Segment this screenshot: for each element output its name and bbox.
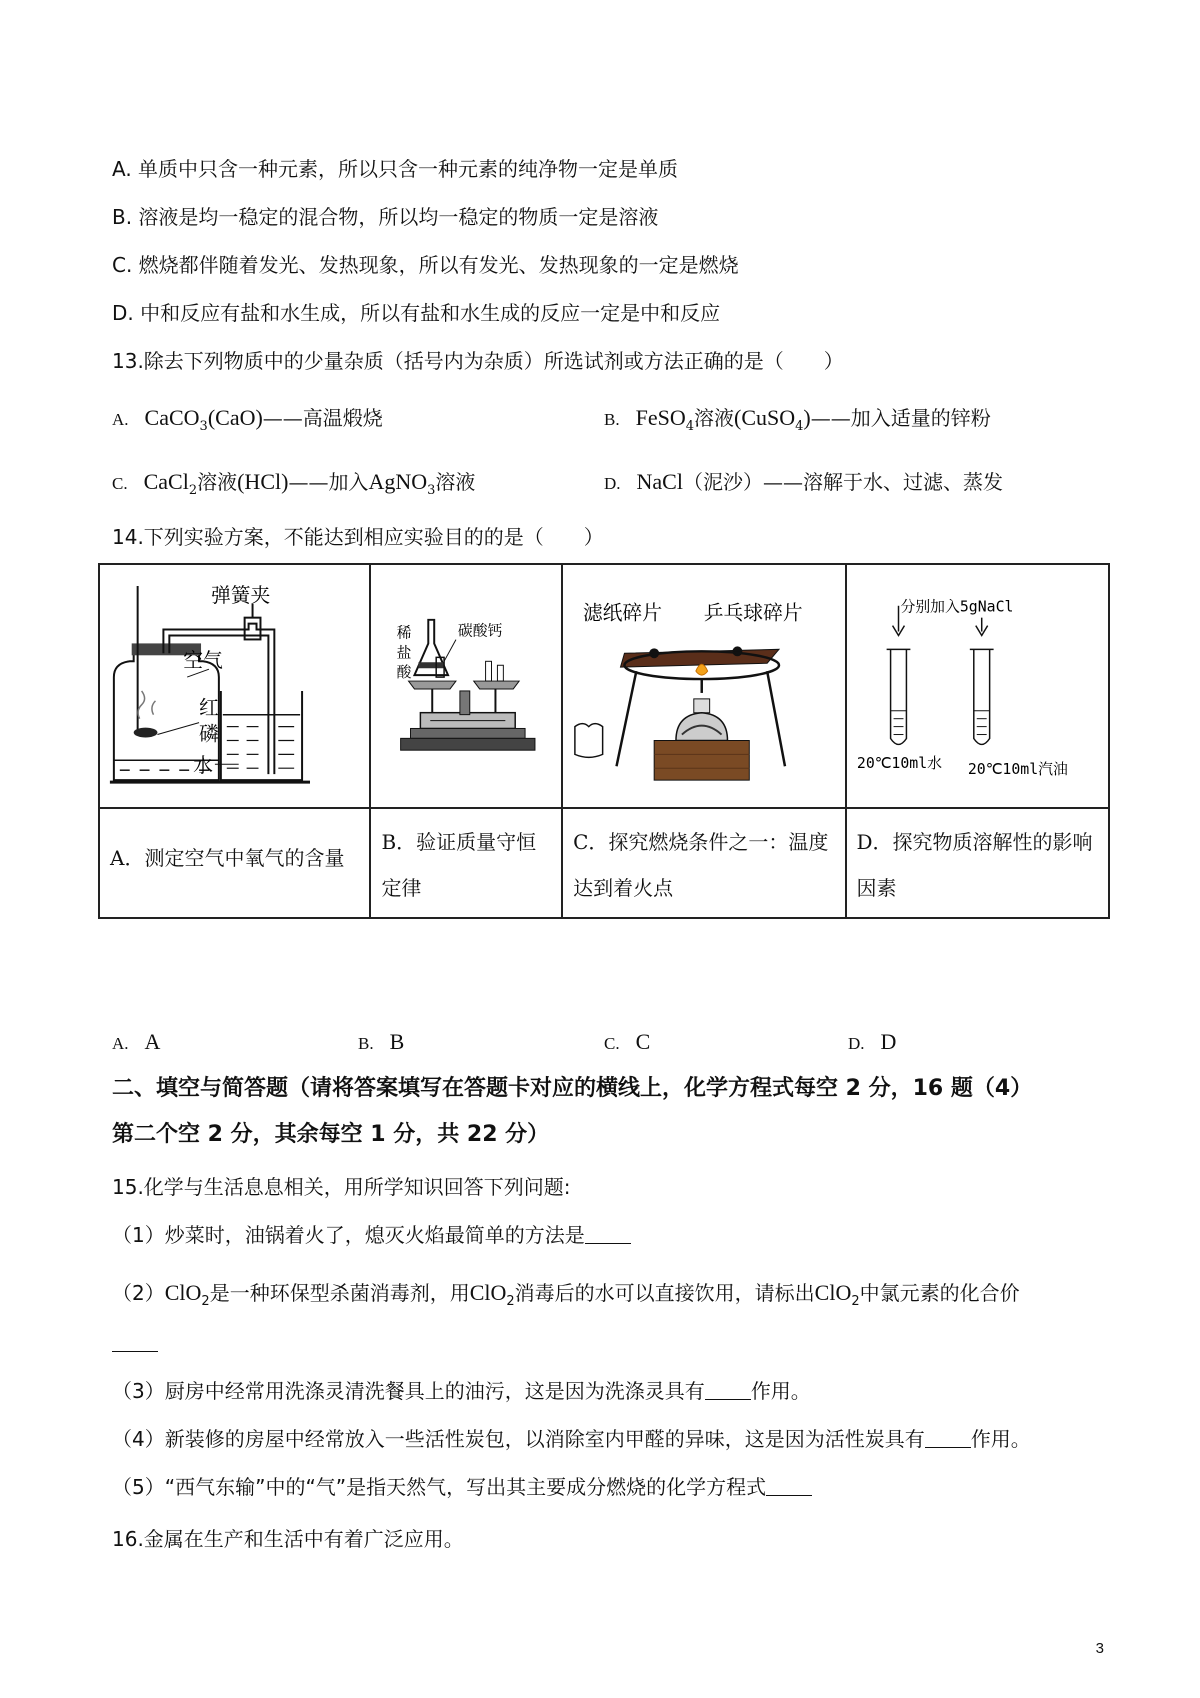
subscript: 4 [685, 419, 694, 434]
q13-option-a [112, 404, 383, 434]
q13-stem: 13.除去下列物质中的少量杂质（括号内为杂质）所选试剂或方法正确的是（ ） [112, 349, 844, 373]
figure-d-cell [846, 564, 1110, 808]
q14-stem: 14.下列实验方案，不能达到相应实验目的的是（ ） [112, 525, 604, 549]
method-text: ——高温煅烧 [262, 406, 383, 430]
subscript: 2 [188, 483, 198, 498]
air-label: 空气 [183, 649, 223, 673]
q15-part2-text: 中氯元素的化合价 [859, 1281, 1020, 1305]
section-heading-line1: 二、填空与简答题（请将答案填写在答题卡对应的横线上，化学方程式每空 2 分，16 题（4） [112, 1076, 1033, 1101]
solution-text: 溶液 [435, 470, 476, 494]
section-heading-line2: 第二个空 2 分，其余每空 1 分，共 22 分） [112, 1122, 550, 1147]
figure-a-cell [99, 564, 370, 808]
subscript: 4 [795, 419, 804, 434]
method-text: ——加入适量的锌粉 [810, 406, 991, 430]
formula: ClO [469, 1280, 507, 1305]
q15-part3-text: （3）厨房中经常用洗涤灵清洗餐具上的油污，这是因为洗涤灵具有 [112, 1379, 705, 1403]
q13-option-b [604, 404, 991, 434]
q15-part4 [112, 1426, 1031, 1452]
q12-option-b: B. 溶液是均一稳定的混合物，所以均一稳定的物质一定是溶液 [112, 205, 659, 229]
caption-c-text: C．探究燃烧条件之一：温度达到着火点 [573, 830, 829, 900]
clip-label: 弹簧夹 [210, 583, 271, 607]
formula: ClO [814, 1280, 852, 1305]
option-letter: B. [604, 410, 620, 429]
q14-answer-c [604, 1028, 650, 1058]
oxygen-apparatus-figure [100, 565, 369, 807]
option-value: A [144, 1029, 161, 1054]
method-text: ——加入 [288, 470, 369, 494]
option-letter: D. [848, 1034, 865, 1053]
add-nacl-label: 分别加入5gNaCl [899, 597, 1013, 616]
q13-option-d [604, 468, 1003, 498]
formula: (CuSO [734, 405, 796, 430]
figure-c-cell [562, 564, 845, 808]
acid-label-1: 稀 [397, 624, 412, 642]
answer-blank[interactable] [766, 1475, 812, 1496]
formula: AgNO [368, 469, 428, 494]
q15-part4-text: （4）新装修的房屋中经常放入一些活性炭包，以消除室内甲醛的异味，这是因为活性炭具有 [112, 1427, 925, 1451]
combustion-figure [563, 565, 844, 807]
water-label: 水 [193, 754, 213, 778]
carbonate-label: 碳酸钙 [458, 622, 503, 640]
option-value: D [880, 1029, 897, 1054]
q14-answer-d [848, 1028, 896, 1058]
acid-label-3: 酸 [397, 664, 412, 682]
caption-b-text: B．验证质量守恒定律 [381, 830, 537, 900]
option-value: B [389, 1029, 405, 1054]
caption-b [370, 808, 562, 918]
q15-part1-text: （1）炒菜时，油锅着火了，熄灭火焰最简单的方法是 [112, 1223, 585, 1247]
subscript: 2 [201, 1294, 210, 1309]
water-tube-label: 20℃10ml水 [856, 754, 942, 773]
q12-option-a: A. 单质中只含一种元素，所以只含一种元素的纯净物一定是单质 [112, 157, 679, 181]
q15-part5-text: （5）“西气东输”中的“气”是指天然气，写出其主要成分燃烧的化学方程式 [112, 1475, 767, 1499]
q15-part2 [112, 1280, 1020, 1309]
solution-text: 溶液 [694, 406, 734, 430]
formula: NaCl [636, 469, 683, 494]
q15-part4-tail: 作用。 [970, 1427, 1031, 1451]
acid-label-2: 盐 [397, 644, 412, 662]
q15-part3-tail: 作用。 [750, 1379, 811, 1403]
answer-blank[interactable] [585, 1223, 631, 1244]
phosphorus-label: 磷 [199, 722, 219, 746]
option-letter: C. [604, 1034, 620, 1053]
formula: CaCl [143, 469, 189, 494]
formula: (HCl) [237, 469, 289, 494]
subscript: 3 [199, 419, 208, 434]
part-number: （2） [112, 1281, 165, 1305]
caption-a-text: A．测定空气中氧气的含量 [110, 846, 345, 870]
option-letter: B. [358, 1034, 374, 1053]
q14-answer-a [112, 1028, 160, 1058]
formula: ClO [164, 1280, 202, 1305]
answer-blank[interactable] [705, 1379, 751, 1400]
q15-part2-blank-line [112, 1330, 158, 1356]
page-number: 3 [1095, 1640, 1104, 1657]
solution-text: 溶液 [197, 470, 238, 494]
answer-blank[interactable] [925, 1427, 971, 1448]
q14-answer-b [358, 1028, 404, 1058]
solubility-figure [847, 565, 1109, 807]
formula: FeSO [635, 405, 686, 430]
red-label: 红 [199, 696, 219, 720]
answer-blank[interactable] [112, 1331, 158, 1352]
subscript: 2 [851, 1294, 860, 1309]
option-letter: A. [112, 410, 129, 429]
q15-part2-text: 消毒后的水可以直接饮用，请标出 [514, 1281, 815, 1305]
q15-part3 [112, 1378, 811, 1404]
option-letter: C. [112, 474, 128, 493]
caption-a [99, 808, 370, 918]
experiment-table [98, 563, 1110, 919]
filter-paper-label: 滤纸碎片 [582, 601, 663, 625]
caption-d-text: D．探究物质溶解性的影响因素 [856, 830, 1093, 900]
option-letter: A. [112, 1034, 129, 1053]
q15-stem: 15.化学与生活息息相关，用所学知识回答下列问题: [112, 1175, 571, 1199]
q12-option-d: D. 中和反应有盐和水生成，所以有盐和水生成的反应一定是中和反应 [112, 301, 721, 325]
option-value: C [635, 1029, 651, 1054]
q13-option-c [112, 468, 475, 498]
pingpong-label: 乒乓球碎片 [703, 601, 803, 625]
option-letter: D. [604, 474, 621, 493]
q12-option-c: C. 燃烧都伴随着发光、发热现象，所以有发光、发热现象的一定是燃烧 [112, 253, 739, 277]
paren: ) [803, 405, 811, 430]
caption-d [846, 808, 1110, 918]
q15-part2-text: 是一种环保型杀菌消毒剂，用 [209, 1281, 470, 1305]
caption-c [562, 808, 845, 918]
formula: (CaO) [207, 405, 263, 430]
subscript: 2 [506, 1294, 515, 1309]
method-text: （泥沙）——溶解于水、过滤、蒸发 [682, 470, 1003, 494]
subscript: 3 [427, 483, 436, 498]
balance-figure [371, 565, 561, 807]
q16-stem: 16.金属在生产和生活中有着广泛应用。 [112, 1527, 464, 1551]
q15-part5 [112, 1474, 812, 1500]
gasoline-tube-label: 20℃10ml汽油 [967, 760, 1068, 779]
q15-part1 [112, 1222, 631, 1248]
formula: CaCO [144, 405, 200, 430]
figure-b-cell [370, 564, 562, 808]
